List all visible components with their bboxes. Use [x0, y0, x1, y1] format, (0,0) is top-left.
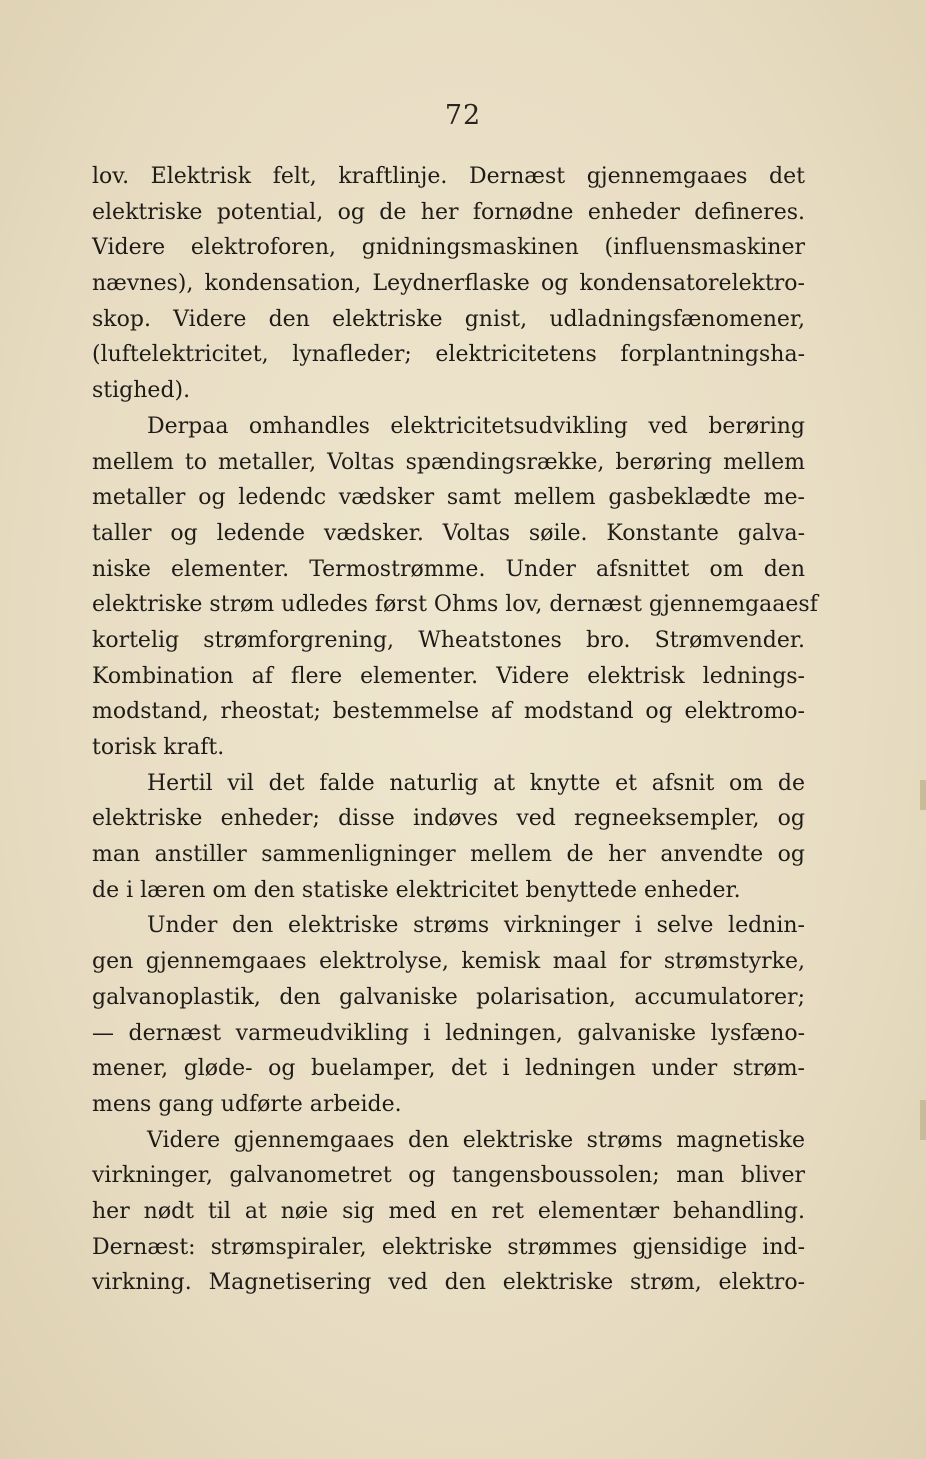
text-line: elektriske strøm udledes først Ohms lov, dernæst gjennemgaaesf: [92, 592, 818, 618]
text-line: taller og ledende vædsker. Voltas søile. Konstante galva-: [92, 520, 805, 546]
text-line: mener, gløde- og buelamper, det i ledningen under strøm-: [92, 1056, 805, 1082]
text-line: elektriske potential, og de her fornødne enheder defineres.: [92, 199, 805, 225]
text-line: Hertil vil det falde naturlig at knytte et afsnit om de: [147, 770, 805, 796]
text-line: (luftelektricitet, lynafleder; elektricitetens forplantningsha-: [92, 342, 805, 368]
text-line: Kombination af flere elementer. Videre elektrisk lednings-: [92, 663, 805, 689]
text-line: stighed).: [92, 378, 191, 404]
text-line: elektriske enheder; disse indøves ved regneeksempler, og: [92, 806, 805, 832]
text-line: galvanoplastik, den galvaniske polarisation, accumulatorer;: [92, 984, 805, 1010]
text-line: kortelig strømforgrening, Wheatstones bro. Strømvender.: [92, 627, 805, 653]
text-line: gen gjennemgaaes elektrolyse, kemisk maal for strømstyrke,: [92, 949, 805, 975]
text-line: her nødt til at nøie sig med en ret elementær behandling.: [92, 1198, 805, 1224]
text-line: de i læren om den statiske elektricitet benyttede enheder.: [92, 877, 741, 903]
body-text: [92, 159, 818, 1301]
text-line: Videre elektroforen, gnidningsmaskinen (influensmaskiner: [92, 235, 805, 261]
page-edge-mark: [920, 780, 926, 810]
text-line: modstand, rheostat; bestemmelse af modstand og elektromo-: [92, 699, 805, 725]
text-line: virkninger, galvanometret og tangensboussolen; man bliver: [92, 1163, 805, 1189]
text-line: Derpaa omhandles elektricitetsudvikling ved berøring: [147, 413, 805, 439]
text-line: Videre gjennemgaaes den elektriske strøms magnetiske: [147, 1127, 805, 1153]
text-line: niske elementer. Termostrømme. Under afsnittet om den: [92, 556, 805, 582]
text-line: mellem to metaller, Voltas spændingsrække, berøring mellem: [92, 449, 805, 475]
text-line: man anstiller sammenligninger mellem de her anvendte og: [92, 842, 805, 868]
text-line: nævnes), kondensation, Leydnerflaske og kondensatorelektro-: [92, 271, 805, 297]
text-line: torisk kraft.: [92, 735, 225, 760]
text-line: mens gang udførte arbeide.: [92, 1091, 402, 1117]
text-line: metaller og ledendc vædsker samt mellem gasbeklædte me-: [92, 485, 805, 511]
text-line: virkning. Magnetisering ved den elektriske strøm, elektro-: [92, 1270, 805, 1296]
text-line: Under den elektriske strøms virkninger i selve lednin-: [147, 913, 805, 939]
text-line: — dernæst varmeudvikling i ledningen, galvaniske lysfæno-: [92, 1020, 805, 1046]
text-line: skop. Videre den elektriske gnist, udladningsfænomener,: [92, 306, 805, 332]
page-edge-mark: [920, 1100, 926, 1140]
page-number: 72: [444, 100, 482, 131]
text-line: lov. Elektrisk felt, kraftlinje. Dernæst gjennemgaaes det: [92, 164, 805, 189]
text-line: Dernæst: strømspiraler, elektriske strømmes gjensidige ind-: [92, 1234, 805, 1260]
